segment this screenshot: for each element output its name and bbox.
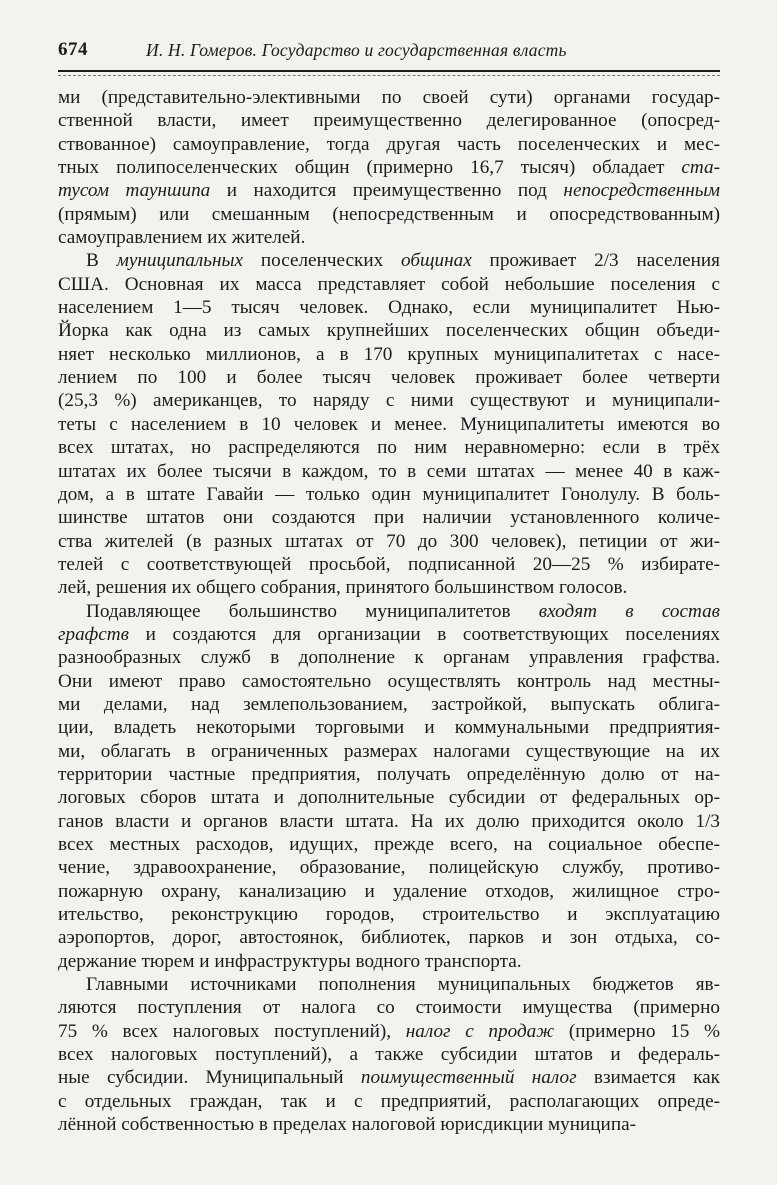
text-fragment: логовых сборов штата и дополнительные субсидии от федеральных ор- xyxy=(58,787,720,809)
italic-fragment: налог с продаж xyxy=(405,1020,555,1042)
text-fragment: 75 % всех налоговых поступлений), xyxy=(58,1020,406,1042)
text-line xyxy=(58,366,720,389)
text-fragment: лей, решения их общего собрания, принятого большинством голосов. xyxy=(58,577,628,599)
italic-fragment: графств xyxy=(58,623,129,645)
text-fragment: и создаются для организации в соответствующих поселениях xyxy=(129,623,720,645)
text-line xyxy=(58,133,720,156)
italic-fragment: поимущественный налог xyxy=(360,1067,577,1089)
text-fragment: с отдельных граждан, так и с предприятий, располагающих опреде- xyxy=(58,1090,720,1112)
italic-fragment: входят в состав xyxy=(538,600,720,622)
text-fragment: всех налоговых поступлений), а также субсидии штатов и федераль- xyxy=(58,1044,720,1066)
text-fragment: ми делами, над землепользованием, застройкой, выпускать облига- xyxy=(58,693,720,715)
page-number: 674 xyxy=(58,39,88,60)
text-line xyxy=(58,343,720,366)
text-fragment: (25,3 %) американцев, то наряду с ними существуют и муниципали- xyxy=(58,390,720,412)
text-fragment: телей с соответствующей просьбой, подписанной 20—25 % избирате- xyxy=(58,553,720,575)
text-fragment: всех штатах, но распределяются по ним неравномерно: если в трёх xyxy=(58,437,720,459)
text-fragment: пожарную охрану, канализацию и удаление отходов, жилищное стро- xyxy=(58,880,720,902)
text-fragment: и находится преимущественно под xyxy=(210,180,564,202)
text-fragment: ные субсидии. Муниципальный xyxy=(58,1067,361,1089)
text-fragment: ляются поступления от налога со стоимости имущества (примерно xyxy=(58,997,720,1019)
text-fragment: держание тюрем и инфраструктуры водного транспорта. xyxy=(58,950,522,972)
text-fragment: проживает 2/3 населения xyxy=(471,250,720,272)
text-line xyxy=(58,156,720,179)
text-line xyxy=(58,996,720,1019)
text-fragment: территории частные предприятия, получать определённую долю от на- xyxy=(58,763,720,785)
text-fragment: штатах их более тысячи в каждом, то в семи штатах — менее 40 в каж- xyxy=(58,460,720,482)
text-fragment: Главными источниками пополнения муниципальных бюджетов яв- xyxy=(86,974,720,996)
text-line xyxy=(58,716,720,739)
text-fragment: самоуправлением их жителей. xyxy=(58,227,306,249)
text-fragment: Подавляющее большинство муниципалитетов xyxy=(86,600,539,622)
text-fragment: шинстве штатов они создаются при наличии установленного количе- xyxy=(58,507,720,529)
text-line xyxy=(58,413,720,436)
text-fragment: ства жителей (в разных штатах от 70 до 300 человек), петиции от жи- xyxy=(58,530,720,552)
text-fragment: ительство, реконструкцию городов, строительство и эксплуатацию xyxy=(58,904,720,926)
text-fragment: разнообразных служб в дополнение к органам управления графства. xyxy=(58,647,720,669)
text-line xyxy=(58,319,720,342)
text-line xyxy=(58,810,720,833)
text-line xyxy=(58,646,720,669)
text-line xyxy=(58,973,720,996)
header-rule xyxy=(58,70,720,72)
text-fragment: теты с населением в 10 человек и менее. Муниципалитеты имеются во xyxy=(58,413,720,435)
italic-fragment: муниципальных xyxy=(116,250,244,272)
text-fragment: ганов власти и органов власти штата. На их долю приходится около 1/3 xyxy=(58,810,720,832)
text-line xyxy=(58,436,720,459)
text-fragment: В xyxy=(86,250,117,272)
text-fragment: чение, здравоохранение, образование, полицейскую службу, противо- xyxy=(58,857,720,879)
text-line xyxy=(58,226,720,249)
body-text xyxy=(58,86,720,1136)
text-fragment: взимается как xyxy=(576,1067,720,1089)
text-line xyxy=(58,530,720,553)
paragraph xyxy=(58,600,720,974)
text-fragment: ции, владеть некоторыми торговыми и коммунальными предприятия- xyxy=(58,717,720,739)
text-fragment: аэропортов, дорог, автостоянок, библиотек, парков и зон отдыха, со- xyxy=(58,927,720,949)
text-line xyxy=(58,389,720,412)
text-fragment: населением 1—5 тысяч человек. Однако, если муниципалитет Нью- xyxy=(58,297,720,319)
text-line xyxy=(58,249,720,272)
text-line xyxy=(58,903,720,926)
text-line xyxy=(58,600,720,623)
text-fragment: (прямым) или смешанным (непосредственным и опосредствованным) xyxy=(58,203,720,225)
text-fragment: няет несколько миллионов, а в 170 крупных муниципалитетах с насе- xyxy=(58,343,720,365)
text-fragment: (примерно 15 % xyxy=(554,1020,720,1042)
text-line xyxy=(58,553,720,576)
text-line xyxy=(58,950,720,973)
paragraph xyxy=(58,249,720,599)
text-line xyxy=(58,1020,720,1043)
paragraph xyxy=(58,973,720,1136)
text-line xyxy=(58,483,720,506)
text-fragment: Они имеют право самостоятельно осуществлять контроль над местны- xyxy=(58,670,720,692)
text-fragment: тных полипоселенческих общин (примерно 16,7 тысяч) обладает xyxy=(58,157,682,179)
running-title: И. Н. Гомеров. Государство и государственная власть xyxy=(146,40,567,60)
italic-fragment: ста- xyxy=(681,157,720,179)
text-line xyxy=(58,109,720,132)
text-line xyxy=(58,1066,720,1089)
text-line xyxy=(58,833,720,856)
text-line xyxy=(58,203,720,226)
text-fragment: ствованное) самоуправление, тогда другая часть поселенческих и мес- xyxy=(58,133,720,155)
paragraph xyxy=(58,86,720,249)
italic-fragment: общинах xyxy=(401,250,472,272)
text-line xyxy=(58,1090,720,1113)
text-line xyxy=(58,460,720,483)
text-fragment: ственной власти, имеет преимущественно делегированное (опосред- xyxy=(58,110,720,132)
text-line xyxy=(58,693,720,716)
text-fragment: лением по 100 и более тысяч человек проживает более четверти xyxy=(58,367,720,389)
text-line xyxy=(58,623,720,646)
text-line xyxy=(58,1043,720,1066)
text-fragment: Йорка как одна из самых крупнейших поселенческих общин объеди- xyxy=(58,320,720,342)
text-fragment: ми (представительно-элективными по своей сути) органами государ- xyxy=(58,87,720,108)
text-line xyxy=(58,273,720,296)
text-line xyxy=(58,179,720,202)
text-line xyxy=(58,86,720,109)
text-line xyxy=(58,296,720,319)
text-fragment: дом, а в штате Гавайи — только один муниципалитет Гонолулу. В боль- xyxy=(58,483,720,505)
text-line xyxy=(58,763,720,786)
text-line xyxy=(58,926,720,949)
running-head xyxy=(58,40,720,64)
text-fragment: США. Основная их масса представляет собой небольшие поселения с xyxy=(58,273,720,295)
text-line xyxy=(58,880,720,903)
italic-fragment: непосредственным xyxy=(563,180,720,202)
italic-fragment: тусом тауншипа xyxy=(58,180,211,202)
text-line xyxy=(58,576,720,599)
text-fragment: всех местных расходов, идущих, прежде всего, на социальное обеспе- xyxy=(58,834,720,855)
text-line xyxy=(58,786,720,809)
text-line xyxy=(58,1113,720,1136)
header-rule-secondary xyxy=(58,75,720,76)
text-fragment: ми, облагать в ограниченных размерах налогами существующие на их xyxy=(58,740,720,762)
text-fragment: поселенческих xyxy=(243,250,402,272)
text-fragment: лённой собственностью в пределах налоговой юрисдикции муниципа- xyxy=(58,1114,637,1136)
text-line xyxy=(58,506,720,529)
text-line xyxy=(58,740,720,763)
text-line xyxy=(58,856,720,879)
text-line xyxy=(58,670,720,693)
